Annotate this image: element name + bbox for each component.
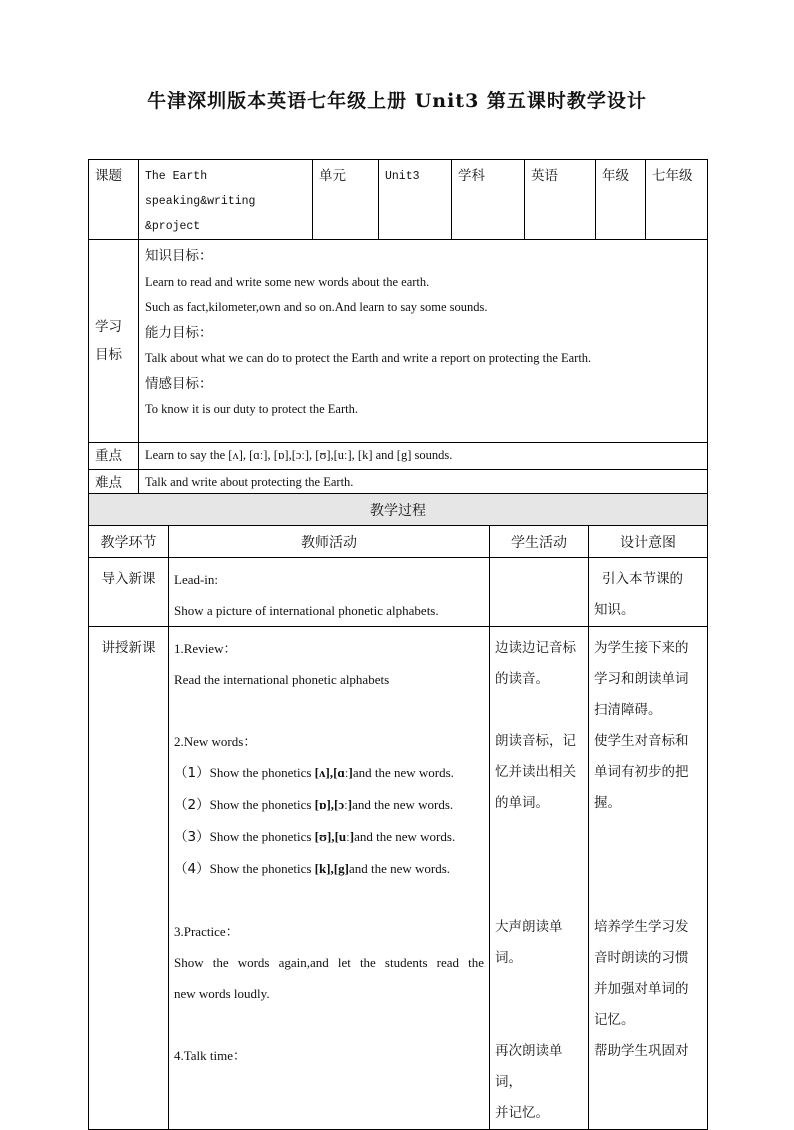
process-table — [88, 493, 708, 1130]
intent-1c: 扫清障碍。 — [594, 702, 662, 718]
header-teacher: 教师活动 — [169, 526, 490, 558]
knowledge-line-2: Such as fact,kilometer,own and so on.And learn to say some sounds. — [145, 300, 488, 314]
objectives-label-1: 学习 — [95, 319, 122, 335]
header-student: 学生活动 — [490, 526, 589, 558]
intent-3d: 记忆。 — [594, 1012, 635, 1028]
intent-2a: 使学生对音标和 — [594, 733, 689, 749]
student-activity-1a: 边读边记音标 — [495, 640, 576, 656]
key-point-label: 重点 — [95, 447, 122, 464]
knowledge-line-1: Learn to read and write some new words about the earth. — [145, 274, 430, 289]
difficulty-label: 难点 — [95, 474, 122, 491]
student-activity-4a: 再次朗读单词， — [495, 1043, 563, 1090]
lead-in-text: Show a picture of international phonetic alphabets. — [174, 603, 439, 618]
ability-heading: 能力目标： — [145, 324, 213, 341]
new-words-item-1: （1）Show the phonetics [ʌ],[ɑː]and the new words. — [174, 765, 454, 781]
ability-line-1: Talk about what we can do to protect the Earth and write a report on protecting the Earth. — [145, 351, 592, 365]
knowledge-heading: 知识目标： — [145, 248, 213, 264]
topic-line-2: speaking&writing — [145, 195, 256, 208]
review-heading: 1.Review： — [174, 641, 237, 656]
grade-label: 年级 — [602, 168, 629, 184]
topic-line-3: &project — [145, 220, 201, 233]
intent-2c: 握。 — [594, 795, 621, 811]
new-words-item-3: （3）Show the phonetics [ʊ],[uː]and the new words. — [174, 829, 456, 845]
subject-label: 学科 — [458, 168, 485, 184]
practice-line-2: new words loudly. — [174, 986, 270, 1001]
emotion-line-1: To know it is our duty to protect the Earth. — [145, 402, 358, 416]
student-activity-4b: 并记忆。 — [495, 1105, 549, 1121]
unit-label: 单元 — [319, 168, 346, 184]
topic-line-1: The Earth — [145, 170, 208, 183]
topic-label-cell — [89, 160, 139, 240]
intent-4: 帮助学生巩固对 — [594, 1043, 689, 1059]
new-words-heading: 2.New words： — [174, 734, 257, 749]
subject-value: 英语 — [531, 168, 558, 184]
grade-value: 七年级 — [652, 168, 693, 184]
intent-2b: 单词有初步的把 — [594, 764, 689, 780]
intent-1b: 学习和朗读单词 — [594, 671, 689, 687]
intent-3c: 并加强对单词的 — [594, 981, 689, 997]
student-activity-2a: 朗读音标，记 — [495, 733, 576, 749]
lead-in-intent-2: 知识。 — [594, 602, 635, 618]
student-activity-1b: 的读音。 — [495, 671, 549, 687]
emotion-heading: 情感目标： — [145, 375, 213, 392]
process-band: 教学过程 — [89, 494, 708, 526]
key-point-text: Learn to say the [ʌ], [ɑː], [ɒ],[ɔː], [ʊ],[uː], [k] and [g] sounds. — [145, 448, 453, 463]
student-activity-2b: 忆并读出相关 — [495, 764, 576, 780]
objectives-label-cell — [89, 240, 139, 443]
practice-line-1: Show the words again,and let the students read the — [174, 955, 484, 970]
topic-value-cell — [139, 160, 313, 240]
difficulty-text: Talk and write about protecting the Earth. — [145, 475, 354, 490]
intent-1a: 为学生接下来的 — [594, 640, 689, 656]
stage-new-lesson: 讲授新课 — [101, 640, 156, 656]
objectives-content — [139, 240, 708, 443]
topic-label: 课题 — [95, 168, 122, 184]
header-intent: 设计意图 — [589, 526, 708, 558]
student-activity-3: 大声朗读单词。 — [495, 919, 563, 966]
document-title: 牛津深圳版本英语七年级上册 Unit3 第五课时教学设计 — [147, 90, 647, 112]
practice-heading: 3.Practice： — [174, 924, 239, 939]
stage-lead-in: 导入新课 — [101, 571, 156, 587]
student-activity-2c: 的单词。 — [495, 795, 549, 811]
info-table — [88, 159, 708, 497]
objectives-label-2: 目标 — [95, 347, 122, 363]
new-words-item-2: （2）Show the phonetics [ɒ],[ɔː]and the new words. — [174, 797, 454, 813]
talk-time-heading: 4.Talk time： — [174, 1048, 247, 1063]
new-words-item-4: （4）Show the phonetics [k],[g]and the new words. — [174, 861, 451, 877]
intent-3a: 培养学生学习发 — [594, 919, 689, 935]
intent-3b: 音时朗读的习惯 — [594, 950, 689, 966]
unit-value: Unit3 — [385, 170, 420, 183]
review-text: Read the international phonetic alphabets — [174, 672, 390, 687]
lead-in-intent-1: 引入本节课的 — [602, 571, 683, 587]
header-stage: 教学环节 — [89, 526, 169, 558]
lead-in-heading: Lead-in: — [174, 572, 219, 587]
